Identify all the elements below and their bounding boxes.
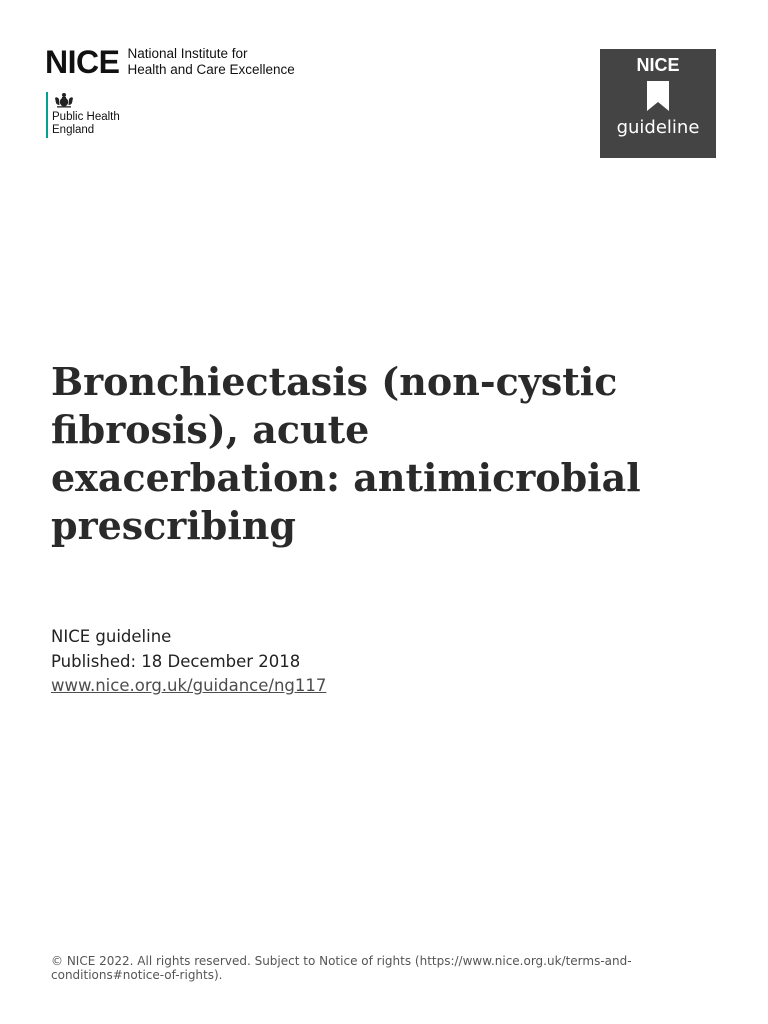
- guidance-url-link[interactable]: www.nice.org.uk/guidance/ng117: [51, 676, 327, 695]
- phe-line1: Public Health: [52, 111, 120, 123]
- nice-fullname-line1: National Institute for: [127, 46, 248, 61]
- badge-bottom-label: guideline: [616, 117, 700, 138]
- nice-logo: [45, 44, 295, 80]
- bookmark-icon: [647, 81, 669, 111]
- phe-logo: [46, 92, 120, 138]
- published-line: [51, 650, 326, 675]
- published-date: 18 December 2018: [141, 651, 301, 671]
- document-title: Bronchiectasis (non-cystic fibrosis), acute exacerbation: antimicrobial prescribing: [51, 359, 641, 548]
- nice-fullname: [127, 46, 294, 78]
- royal-crest-icon: [53, 92, 75, 108]
- nice-fullname-line2: Health and Care Excellence: [127, 62, 295, 77]
- badge-top-label: NICE: [636, 55, 680, 75]
- phe-line2: England: [52, 124, 95, 136]
- copyright-notice: © NICE 2022. All rights reserved. Subject to Notice of rights (https://www.nice.org.uk/terms-and-conditions#notice-of-rights).: [51, 954, 632, 982]
- nice-wordmark: NICE: [45, 44, 120, 80]
- document-type: NICE guideline: [51, 627, 172, 646]
- phe-text: [52, 111, 120, 137]
- published-label: Published:: [51, 651, 136, 671]
- document-meta: [51, 625, 326, 699]
- guideline-badge: [600, 49, 716, 158]
